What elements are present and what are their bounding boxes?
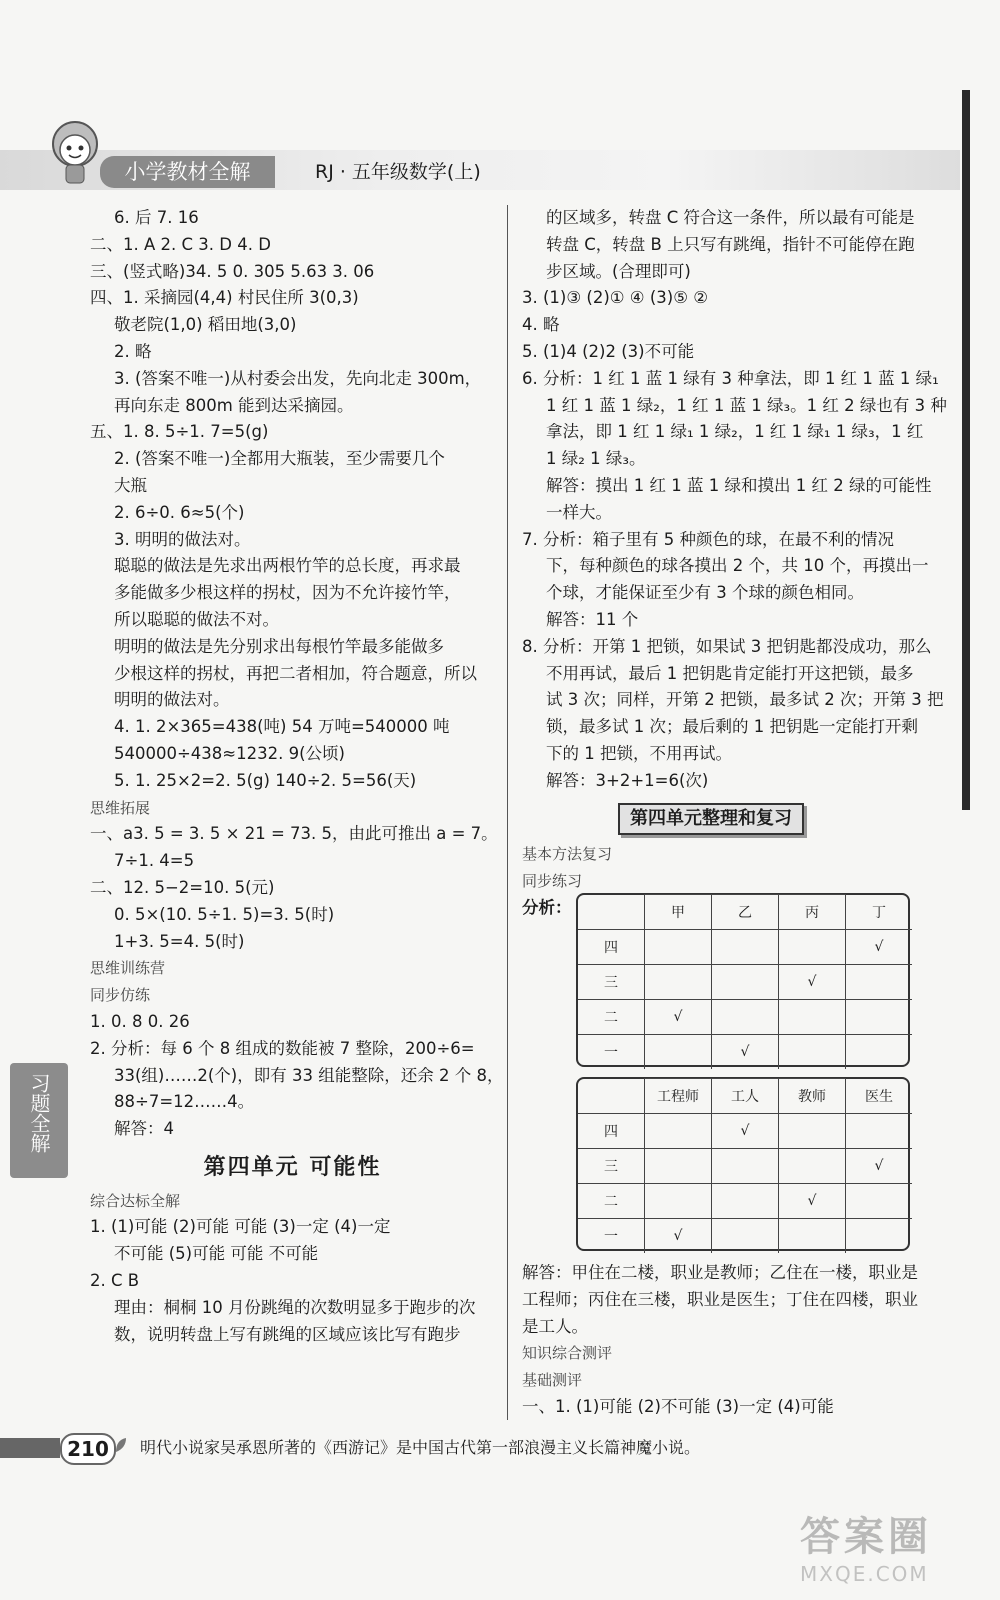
line: 拿法，即 1 红 1 绿₁ 1 绿₂，1 红 1 绿₁ 1 绿₃，1 红 — [546, 422, 924, 442]
table-cell: 三 — [578, 965, 645, 1000]
line: 4. 略 — [522, 315, 560, 335]
table-row — [578, 1079, 912, 1114]
table-cell — [846, 1219, 913, 1254]
table-occupations — [578, 1078, 912, 1253]
page-header — [0, 140, 1000, 200]
table-cell — [846, 1114, 913, 1149]
section-label: 思维拓展 — [90, 798, 151, 817]
table-row — [578, 1219, 912, 1254]
line: 理由：桐桐 10 月份跳绳的次数明显多于跑步的次 — [114, 1297, 476, 1317]
table-cell — [779, 1035, 846, 1070]
table-row — [578, 1114, 912, 1149]
table-cell: 二 — [578, 1000, 645, 1035]
line: 下的 1 把锁，不用再试。 — [546, 743, 732, 763]
table-cell — [779, 1149, 846, 1184]
side-tab-label: 习题全解 — [27, 1073, 51, 1153]
line: 试 3 次；同样，开第 2 把锁，最多试 2 次；开第 3 把 — [546, 690, 944, 710]
review-answer — [522, 1260, 942, 1421]
table-row — [578, 930, 912, 965]
table-cell — [779, 1000, 846, 1035]
line: 明明的做法对。 — [114, 690, 230, 710]
table-header: 甲 — [645, 895, 712, 930]
footer-text: 明代小说家吴承恩所著的《西游记》是中国古代第一部浪漫主义长篇神魔小说。 — [140, 1438, 701, 1457]
unit-heading: 第四单元 可能性 — [203, 1154, 382, 1180]
line: 2. 略 — [114, 341, 152, 361]
line: 7÷1. 4=5 — [114, 851, 195, 871]
line: 是工人。 — [522, 1316, 588, 1336]
line: 聪聪的做法是先求出两根竹竿的总长度，再求最 — [114, 556, 461, 576]
book-title: 小学教材全解 — [100, 156, 275, 188]
section-label: 基础测评 — [522, 1371, 583, 1390]
line: 解答：4 — [114, 1119, 174, 1139]
table-cell: √ — [779, 1184, 846, 1219]
table-cell: √ — [846, 1149, 913, 1184]
line: 下，每种颜色的球各摸出 2 个，共 10 个，再摸出一 — [546, 556, 929, 576]
table-corner — [578, 1079, 645, 1114]
table-cell: √ — [846, 930, 913, 965]
table-header: 工人 — [712, 1079, 779, 1114]
line: 不用再试，最后 1 把钥匙肯定能打开这把锁，最多 — [546, 663, 914, 683]
line: 少根这样的拐杖，再把二者相加，符合题意，所以 — [114, 663, 477, 683]
line: 1 绿₂ 1 绿₃。 — [546, 449, 646, 469]
line: 解答：11 个 — [546, 609, 639, 629]
table-cell: 一 — [578, 1035, 645, 1070]
line: 所以聪聪的做法不对。 — [114, 609, 279, 629]
table-cell: 一 — [578, 1219, 645, 1254]
page-number: 210 — [60, 1433, 116, 1465]
table-cell — [846, 1000, 913, 1035]
review-title: 第四单元整理和复习 — [618, 803, 804, 836]
table-header: 医生 — [846, 1079, 913, 1114]
section-label: 基本方法复习 — [522, 845, 613, 864]
side-tab — [10, 1063, 68, 1178]
line: 个球，才能保证至少有 3 个球的颜色相同。 — [546, 583, 864, 603]
table-cell: 二 — [578, 1184, 645, 1219]
line: 33(组)……2(个)，即有 33 组能整除，还余 2 个 8， — [114, 1065, 504, 1085]
table-cell — [645, 930, 712, 965]
line: 解答：摸出 1 红 1 蓝 1 绿和摸出 1 红 2 绿的可能性 — [546, 475, 932, 495]
line: 解答：3+2+1=6(次) — [546, 770, 709, 790]
table-cell — [712, 965, 779, 1000]
line: 6. 分析：1 红 1 蓝 1 绿有 3 种拿法，即 1 红 1 蓝 1 绿₁ — [522, 368, 939, 388]
table-row — [578, 1000, 912, 1035]
line: 一、1. (1)可能 (2)不可能 (3)一定 (4)可能 — [522, 1396, 834, 1416]
line: 不可能 (5)可能 可能 不可能 — [114, 1244, 319, 1264]
line: 3. (答案不唯一)从村委会出发，先向北走 300m， — [114, 368, 482, 388]
line: 锁，最多试 1 次；最后剩的 1 把钥匙一定能打开剩 — [546, 717, 918, 737]
line: 5. (1)4 (2)2 (3)不可能 — [522, 341, 695, 361]
table-cell — [846, 1184, 913, 1219]
line: 的区域多，转盘 C 符合这一条件，所以最有可能是 — [546, 208, 915, 227]
table-row — [578, 965, 912, 1000]
table-cell: 四 — [578, 1114, 645, 1149]
line: 6. 后 7. 16 — [114, 208, 199, 227]
watermark-title: 答案圈 — [800, 1514, 932, 1560]
right-column — [522, 205, 947, 922]
line: 数，说明转盘上写有跳绳的区域应该比写有跑步 — [114, 1324, 461, 1344]
table-row — [578, 1149, 912, 1184]
line: 2. 6÷0. 6≈5(个) — [114, 502, 245, 522]
table-row — [578, 895, 912, 930]
table-cell — [645, 1114, 712, 1149]
line: 再向东走 800m 能到达采摘园。 — [114, 395, 354, 415]
table-cell — [645, 1035, 712, 1070]
watermark-url: MXQE.COM — [800, 1562, 929, 1586]
line: 540000÷438≈1232. 9(公顷) — [114, 743, 345, 763]
table-residents — [578, 894, 912, 1069]
line: 1 红 1 蓝 1 绿₂，1 红 1 蓝 1 绿₃。1 红 2 绿也有 3 种 — [546, 395, 947, 415]
line: 2. 分析：每 6 个 8 组成的数能被 7 整除，200÷6= — [90, 1038, 475, 1058]
table-cell — [712, 1149, 779, 1184]
line: 88÷7=12……4。 — [114, 1092, 255, 1112]
table-cell: √ — [712, 1035, 779, 1070]
table-cell — [779, 1219, 846, 1254]
line: 多能做多少根这样的拐杖，因为不允许接竹竿， — [114, 583, 461, 603]
line: 五、1. 8. 5÷1. 7=5(g) — [90, 422, 269, 442]
table-cell — [645, 1184, 712, 1219]
leaf-icon — [114, 1436, 128, 1454]
table-header: 丁 — [846, 895, 913, 930]
line: 1+3. 5=4. 5(时) — [114, 931, 245, 951]
section-label: 同步练习 — [522, 872, 583, 891]
table-cell: √ — [779, 965, 846, 1000]
line: 3. (1)③ (2)① ④ (3)⑤ ② — [522, 288, 709, 308]
line: 二、12. 5−2=10. 5(元) — [90, 877, 275, 897]
table-cell: √ — [645, 1000, 712, 1035]
table-cell — [846, 965, 913, 1000]
table-cell: √ — [645, 1219, 712, 1254]
section-label: 思维训练营 — [90, 959, 166, 978]
table-cell: 四 — [578, 930, 645, 965]
table-cell — [712, 930, 779, 965]
line: 转盘 C，转盘 B 上只写有跳绳，指针不可能停在跑 — [546, 234, 915, 254]
line: 解答：甲住在二楼，职业是教师；乙住在一楼，职业是 — [522, 1263, 918, 1282]
table-header: 工程师 — [645, 1079, 712, 1114]
line: 大瓶 — [114, 475, 147, 495]
watermark — [800, 1505, 985, 1595]
line: 四、1. 采摘园(4,4) 村民住所 3(0,3) — [90, 288, 359, 308]
line: 一样大。 — [546, 502, 612, 522]
table-cell — [645, 1149, 712, 1184]
table-cell: √ — [712, 1114, 779, 1149]
table-cell — [712, 1184, 779, 1219]
series-label: RJ · 五年级数学(上) — [315, 161, 481, 183]
line: 二、1. A 2. C 3. D 4. D — [90, 234, 271, 254]
line: 1. 0. 8 0. 26 — [90, 1011, 190, 1031]
table-header: 乙 — [712, 895, 779, 930]
line: 4. 1. 2×365=438(吨) 54 万吨=540000 吨 — [114, 717, 450, 737]
line: 步区域。(合理即可) — [546, 261, 691, 281]
table-cell — [645, 965, 712, 1000]
column-divider — [507, 205, 508, 1420]
section-label: 同步仿练 — [90, 986, 151, 1005]
footer-bar — [0, 1438, 60, 1458]
left-column — [90, 205, 504, 1348]
table-cell — [779, 1114, 846, 1149]
table-cell — [712, 1219, 779, 1254]
line: 一、a3. 5 = 3. 5 × 21 = 73. 5，由此可推出 a = 7。 — [90, 824, 498, 844]
line: 8. 分析：开第 1 把锁，如果试 3 把钥匙都没成功，那么 — [522, 636, 932, 656]
section-label: 综合达标全解 — [90, 1191, 181, 1210]
line: 0. 5×(10. 5÷1. 5)=3. 5(时) — [114, 904, 335, 924]
analysis-label: 分析： — [522, 897, 572, 917]
mascot-icon — [40, 118, 110, 190]
table-row — [578, 1035, 912, 1070]
line: 3. 明明的做法对。 — [114, 529, 251, 549]
table-cell — [712, 1000, 779, 1035]
table-header: 丙 — [779, 895, 846, 930]
table-header: 教师 — [779, 1079, 846, 1114]
line: 三、(竖式略)34. 5 0. 305 5.63 3. 06 — [90, 261, 375, 281]
table-corner — [578, 895, 645, 930]
table-cell — [846, 1035, 913, 1070]
line: 明明的做法是先分别求出每根竹竿最多能做多 — [114, 636, 444, 656]
line: 7. 分析：箱子里有 5 种颜色的球，在最不利的情况 — [522, 529, 894, 549]
line: 2. (答案不唯一)全都用大瓶装，至少需要几个 — [114, 449, 445, 469]
line: 敬老院(1,0) 稻田地(3,0) — [114, 315, 297, 335]
table-cell — [779, 930, 846, 965]
table-row — [578, 1184, 912, 1219]
line: 工程师；丙住在三楼，职业是医生；丁住在四楼，职业 — [522, 1289, 918, 1309]
line: 5. 1. 25×2=2. 5(g) 140÷2. 5=56(天) — [114, 770, 417, 790]
line: 1. (1)可能 (2)可能 可能 (3)一定 (4)一定 — [90, 1217, 391, 1237]
line: 2. C B — [90, 1271, 140, 1291]
table-cell: 三 — [578, 1149, 645, 1184]
section-label: 知识综合测评 — [522, 1344, 613, 1363]
